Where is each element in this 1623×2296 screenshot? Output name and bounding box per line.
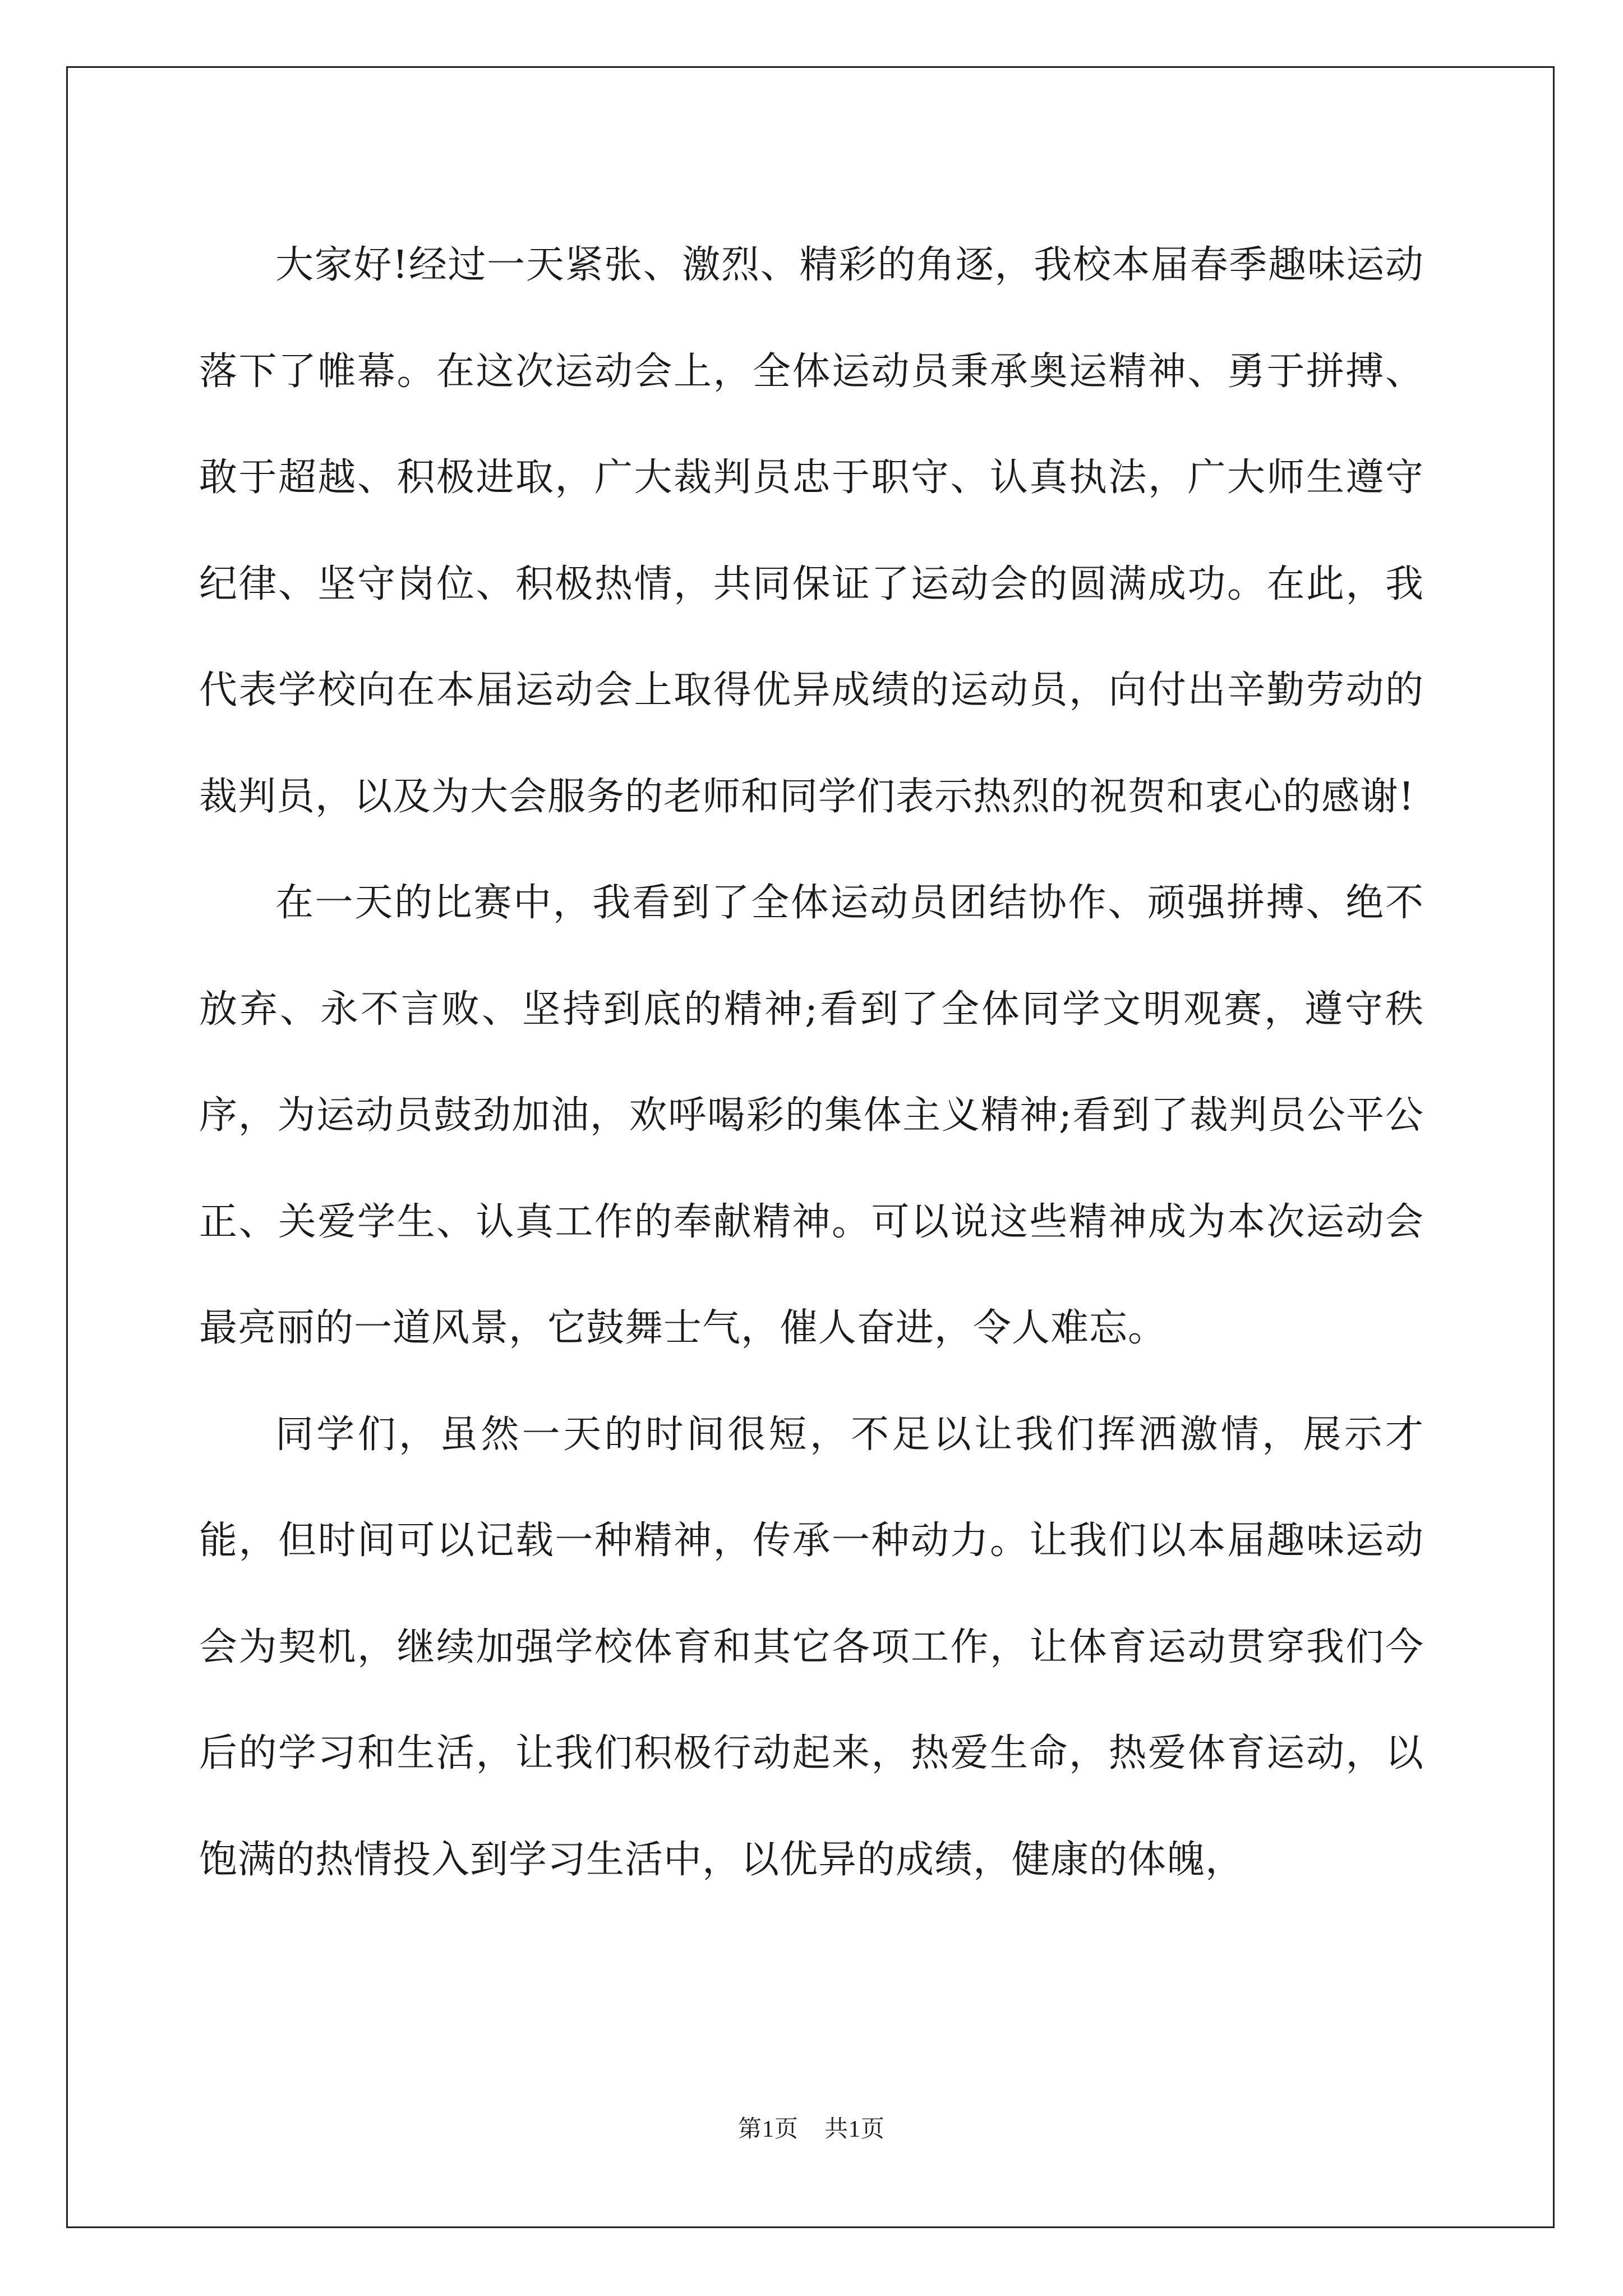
paragraph-1: 大家好!经过一天紧张、激烈、精彩的角逐，我校本届春季趣味运动落下了帷幕。在这次运动会上，全体运动员秉承奥运精神、勇于拼搏、敢于超越、积极进取，广大裁判员忠于职守、认真执法，广大师生遵守纪律、坚守岗位、积极热情，共同保证了运动会的圆满成功。在此，我代表学校向在本届运动会上取得优异成绩的运动员，向付出辛勤劳动的裁判员，以及为大会服务的老师和同学们表示热烈的祝贺和衷心的感谢! bbox=[199, 243, 1424, 819]
paragraph-3: 同学们，虽然一天的时间很短，不足以让我们挥洒激情，展示才能，但时间可以记载一种精神，传承一种动力。让我们以本届趣味运动会为契机，继续加强学校体育和其它各项工作，让体育运动贯穿我们今后的学习和生活，让我们积极行动起来，热爱生命，热爱体育运动，以饱满的热情投入到学习生活中，以优异的成绩，健康的体魄， bbox=[199, 1412, 1424, 1882]
document-body bbox=[199, 212, 1424, 1913]
page-total: 共1页 bbox=[824, 2116, 886, 2142]
page-number: 第1页 bbox=[737, 2116, 799, 2142]
paragraph-2: 在一天的比赛中，我看到了全体运动员团结协作、顽强拼搏、绝不放弃、永不言败、坚持到底的精神;看到了全体同学文明观赛，遵守秩序，为运动员鼓劲加油，欢呼喝彩的集体主义精神;看到了裁判员公平公正、关爱学生、认真工作的奉献精神。可以说这些精神成为本次运动会最亮丽的一道风景，它鼓舞士气，催人奋进，令人难忘。 bbox=[199, 881, 1424, 1350]
page-footer bbox=[0, 2110, 1623, 2144]
